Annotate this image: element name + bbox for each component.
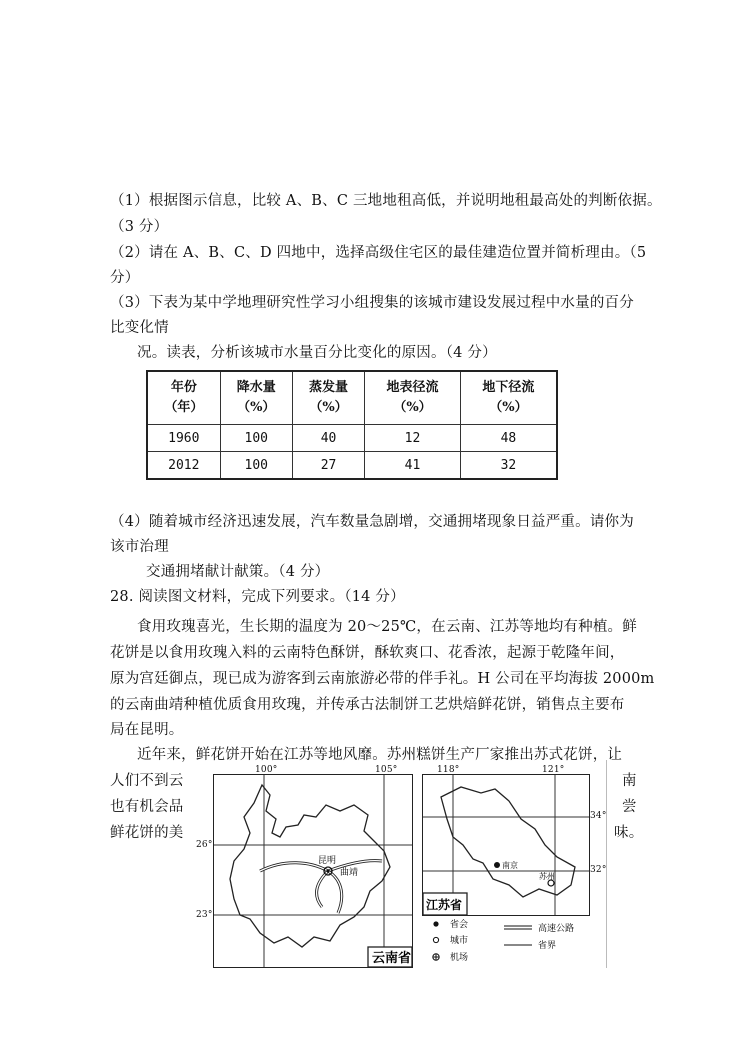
map-legend — [430, 918, 600, 968]
table-cell: 32 — [460, 452, 557, 480]
jiangsu-map — [422, 774, 590, 916]
capital-symbol — [433, 921, 438, 926]
header-underground-runoff: 地下径流 （%） — [460, 371, 557, 425]
legend-capital: 省会 — [450, 920, 469, 930]
q28-p1-line-2: 花饼是以食用玫瑰入料的云南特色酥饼，酥软爽口、花香浓，起源于乾隆年间， — [110, 645, 625, 661]
table-cell: 40 — [292, 425, 364, 452]
q28-p1-line-3: 原为宫廷御点，现已成为游客到云南旅游必带的伴手礼。H 公司在平均海拔 2000m — [110, 671, 655, 687]
table-cell: 100 — [220, 452, 292, 480]
yunnan-lon-2: 105° — [375, 765, 398, 775]
legend-boundary: 省界 — [538, 941, 557, 951]
q4-line-2: 该市治理 — [110, 539, 169, 555]
q3-line-3: 况。读表，分析该城市水量百分比变化的原因。（4 分） — [137, 345, 497, 361]
table-header-row — [147, 371, 557, 425]
q3-line-1: （3）下表为某中学地理研究性学习小组搜集的该城市建设发展过程中水量的百分 — [110, 295, 634, 311]
q4-line-1: （4）随着城市经济迅速发展，汽车数量急剧增，交通拥堵现象日益严重。请你为 — [110, 514, 634, 530]
table-cell: 41 — [365, 452, 461, 480]
yunnan-map-graphic — [214, 775, 412, 967]
table-cell: 27 — [292, 452, 364, 480]
nanjing-label: 南京 — [502, 861, 518, 870]
table-cell: 2012 — [147, 452, 220, 480]
q2-line-2: 分） — [110, 270, 140, 286]
table-row — [147, 425, 557, 452]
q28-p2-line-2b: 南 — [622, 773, 637, 789]
table-row — [147, 452, 557, 480]
water-percentage-table — [146, 370, 558, 480]
q4-line-3: 交通拥堵献计献策。（4 分） — [146, 564, 330, 580]
city-symbol — [433, 937, 438, 942]
q28-p1-line-5: 局在昆明。 — [110, 722, 184, 738]
jiangsu-province-label: 江苏省 — [426, 898, 463, 912]
qujing-label: 曲靖 — [340, 868, 359, 878]
q2-line-1: （2）请在 A、B、C、D 四地中，选择高级住宅区的最佳建造位置并简析理由。（5 — [110, 245, 647, 261]
legend-highway: 高速公路 — [538, 924, 575, 934]
yunnan-lon-1: 100° — [255, 765, 278, 775]
yunnan-province-label: 云南省 — [372, 951, 412, 966]
jiangsu-lon-1: 118° — [437, 765, 460, 775]
q28-p2-line-3a: 也有机会品 — [110, 799, 184, 815]
header-year: 年份 （年） — [147, 371, 220, 425]
header-surface-runoff: 地表径流 （%） — [365, 371, 461, 425]
q28-p2-line-1: 近年来，鲜花饼开始在江苏等地风靡。苏州糕饼生产厂家推出苏式花饼，让 — [137, 747, 623, 763]
jiangsu-lon-2: 121° — [542, 765, 565, 775]
q3-line-2: 比变化情 — [110, 320, 169, 336]
table-cell: 1960 — [147, 425, 220, 452]
legend-city: 城市 — [450, 936, 469, 946]
legend-airport: 机场 — [450, 953, 469, 963]
yunnan-outline — [230, 785, 390, 947]
figure-frame-edge — [606, 760, 607, 968]
table-cell: 48 — [460, 425, 557, 452]
jiangsu-lat-2: 32° — [590, 865, 607, 875]
q28-p2-line-4b: 味。 — [614, 825, 644, 841]
q28-p1-line-4: 的云南曲靖种植优质食用玫瑰，并传承古法制饼工艺烘焙鲜花饼，销售点主要布 — [110, 697, 625, 713]
table-cell: 100 — [220, 425, 292, 452]
q28-title: 28. 阅读图文材料，完成下列要求。（14 分） — [110, 589, 405, 605]
header-precipitation: 降水量 （%） — [220, 371, 292, 425]
jiangsu-lat-1: 34° — [590, 811, 607, 821]
jiangsu-map-graphic — [423, 775, 589, 915]
q28-p2-line-2a: 人们不到云 — [110, 773, 184, 789]
table-cell: 12 — [365, 425, 461, 452]
q1-line-2: （3 分） — [110, 219, 169, 235]
q28-p2-line-3b: 尝 — [622, 799, 637, 815]
nanjing-marker — [494, 862, 500, 868]
legend-graphic — [430, 918, 600, 968]
q28-p2-line-4a: 鲜花饼的美 — [110, 825, 184, 841]
suzhou-label: 苏州 — [539, 872, 555, 881]
q28-p1-line-1: 食用玫瑰喜光，生长期的温度为 20～25℃，在云南、江苏等地均有种植。鲜 — [137, 619, 637, 635]
yunnan-map — [213, 774, 413, 968]
kunming-label: 昆明 — [318, 856, 337, 866]
yunnan-lat-1: 26° — [196, 840, 213, 850]
yunnan-lat-2: 23° — [196, 910, 213, 920]
q1-line-1: （1）根据图示信息，比较 A、B、C 三地地租高低，并说明地租最高处的判断依据。 — [110, 193, 662, 209]
header-evaporation: 蒸发量 （%） — [292, 371, 364, 425]
